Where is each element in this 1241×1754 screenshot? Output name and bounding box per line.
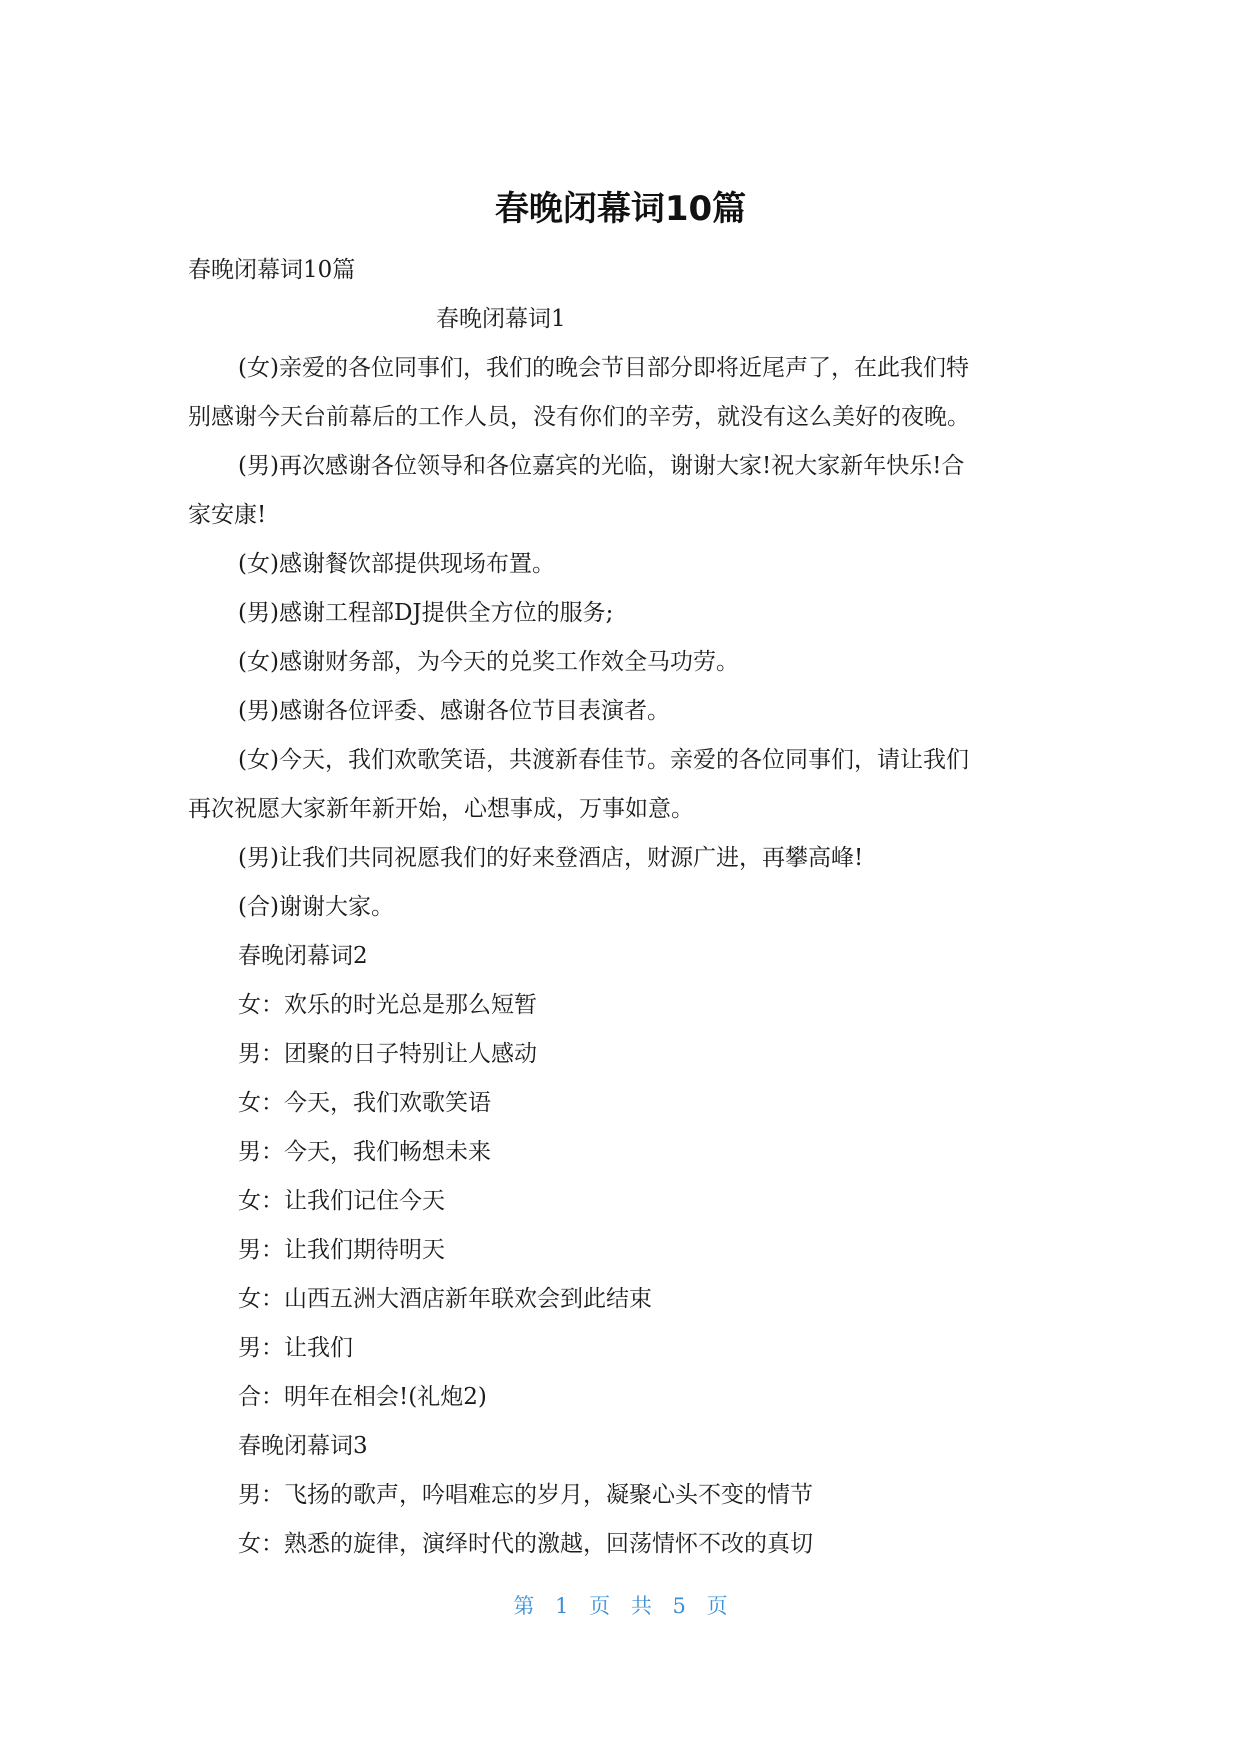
dialogue-line: 男：让我们期待明天	[238, 1237, 445, 1263]
footer-word: 第	[513, 1594, 535, 1618]
paragraph-line: 再次祝愿大家新年新开始，心想事成，万事如意。	[188, 796, 694, 822]
document-title: 春晚闭幕词10篇	[494, 189, 747, 229]
footer-word: 页	[589, 1594, 611, 1618]
paragraph-line: 别感谢今天台前幕后的工作人员，没有你们的辛劳，就没有这么美好的夜晚。	[188, 404, 970, 430]
paragraph-line: (男)让我们共同祝愿我们的好来登酒店，财源广进，再攀高峰!	[238, 845, 864, 871]
paragraph-line: (女)亲爱的各位同事们，我们的晚会节目部分即将近尾声了，在此我们特	[238, 355, 969, 381]
document-subtitle: 春晚闭幕词10篇	[188, 257, 356, 283]
paragraph-line: (男)感谢工程部DJ提供全方位的服务;	[238, 600, 614, 626]
footer-word: 页	[706, 1594, 728, 1618]
paragraph-line: (女)今天，我们欢歌笑语，共渡新春佳节。亲爱的各位同事们，请让我们	[238, 747, 969, 773]
section-2-heading: 春晚闭幕词2	[238, 943, 368, 969]
paragraph-line: 家安康!	[188, 502, 267, 528]
section-1-heading: 春晚闭幕词1	[436, 306, 566, 332]
dialogue-line: 男：今天，我们畅想未来	[238, 1139, 491, 1165]
paragraph-line: (男)再次感谢各位领导和各位嘉宾的光临，谢谢大家!祝大家新年快乐!合	[238, 453, 965, 479]
section-3-heading: 春晚闭幕词3	[238, 1433, 368, 1459]
dialogue-line: 女：欢乐的时光总是那么短暂	[238, 992, 537, 1018]
footer-total-pages: 5	[672, 1594, 686, 1618]
footer-page-number: 1	[555, 1594, 569, 1618]
footer-word: 共	[630, 1594, 652, 1618]
dialogue-line: 女：山西五洲大酒店新年联欢会到此结束	[238, 1286, 652, 1312]
paragraph-line: (女)感谢财务部，为今天的兑奖工作效全马功劳。	[238, 649, 739, 675]
dialogue-line: 男：让我们	[238, 1335, 353, 1361]
dialogue-line: 女：熟悉的旋律，演绎时代的激越，回荡情怀不改的真切	[238, 1531, 813, 1557]
page-footer	[0, 1592, 1241, 1620]
paragraph-line: (合)谢谢大家。	[238, 894, 394, 920]
dialogue-line: 合：明年在相会!(礼炮2)	[238, 1384, 487, 1410]
dialogue-line: 女：让我们记住今天	[238, 1188, 445, 1214]
paragraph-line: (男)感谢各位评委、感谢各位节目表演者。	[238, 698, 670, 724]
dialogue-line: 女：今天，我们欢歌笑语	[238, 1090, 491, 1116]
paragraph-line: (女)感谢餐饮部提供现场布置。	[238, 551, 555, 577]
dialogue-line: 男：飞扬的歌声，吟唱难忘的岁月，凝聚心头不变的情节	[238, 1482, 813, 1508]
dialogue-line: 男：团聚的日子特别让人感动	[238, 1041, 537, 1067]
